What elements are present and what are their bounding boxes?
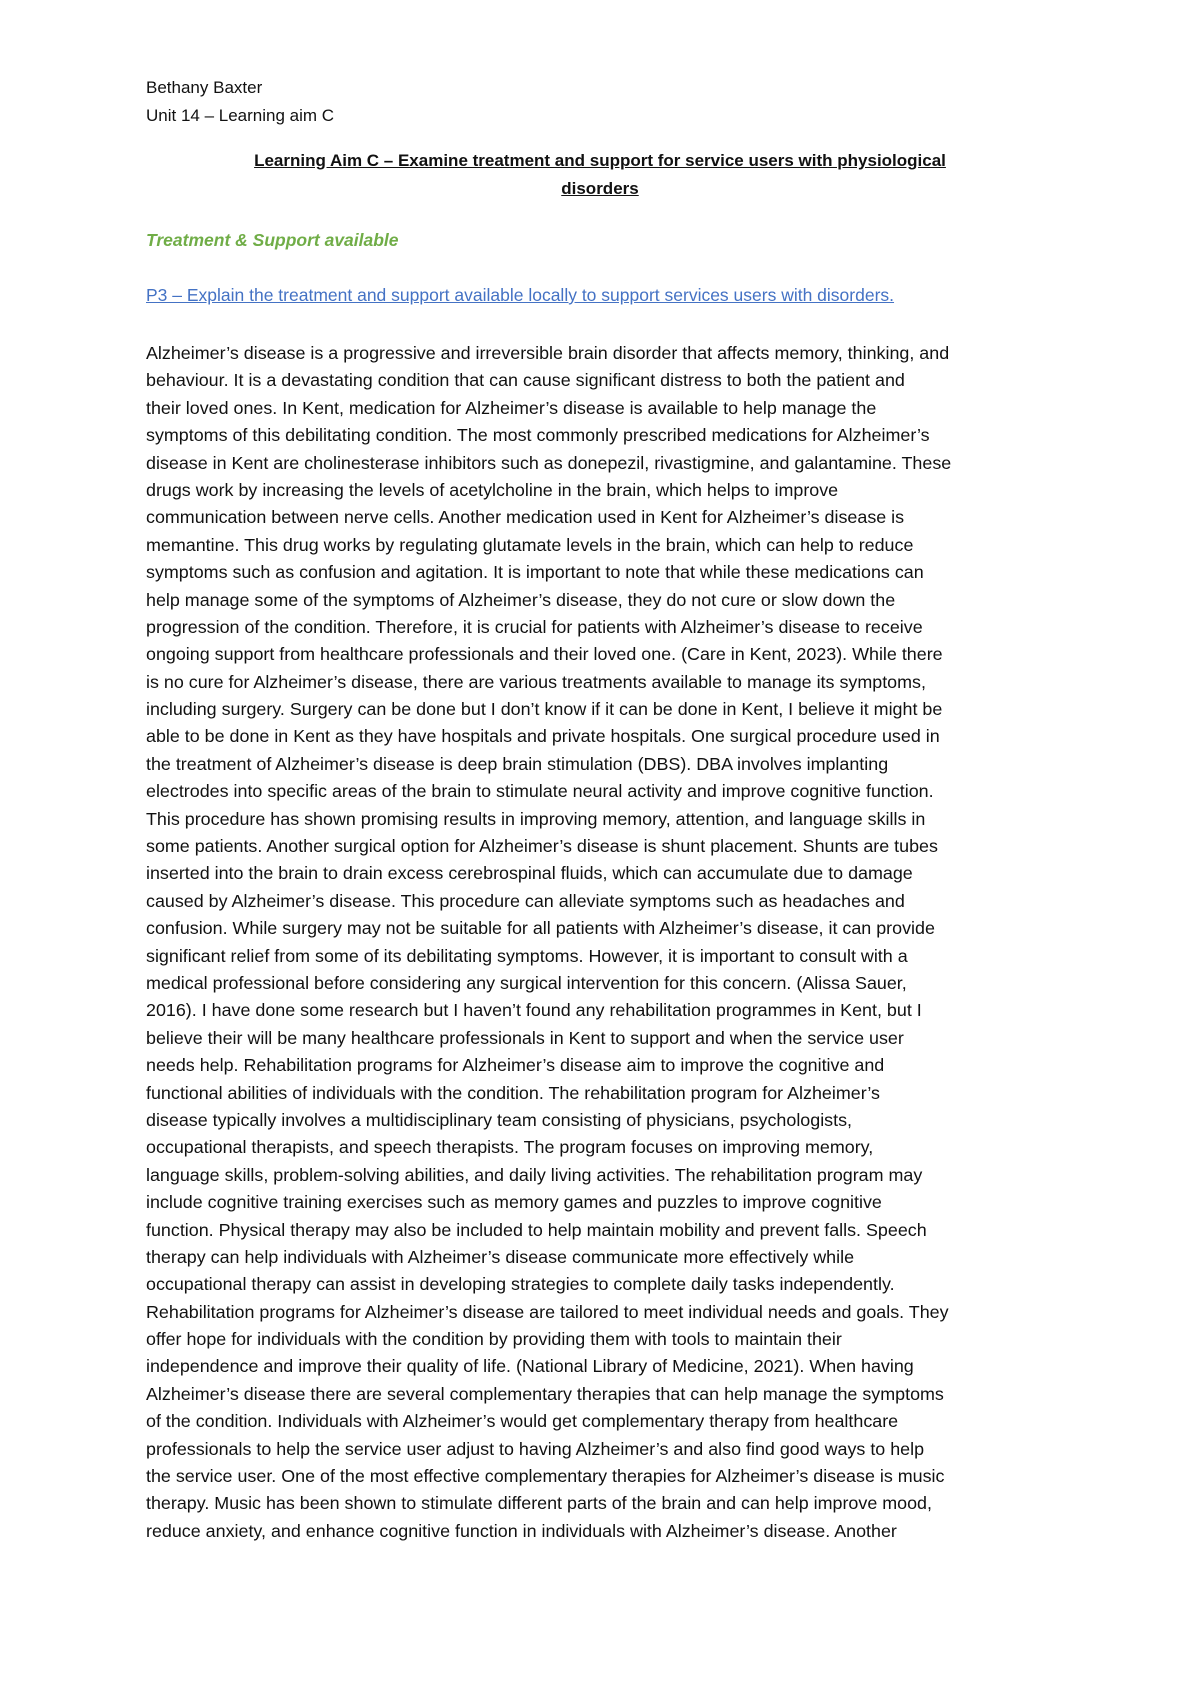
- body-line: caused by Alzheimer’s disease. This procedure can alleviate symptoms such as headaches and: [146, 890, 905, 911]
- body-line: of the condition. Individuals with Alzheimer’s would get complementary therapy from healthcare: [146, 1411, 899, 1432]
- body-line: medical professional before considering any surgical intervention for this concern. (Alissa Sauer,: [146, 972, 907, 993]
- body-line: reduce anxiety, and enhance cognitive function in individuals with Alzheimer’s disease. Another: [146, 1520, 897, 1541]
- body-line: professionals to help the service user adjust to having Alzheimer’s and also find good ways to help: [146, 1438, 925, 1459]
- body-line: include cognitive training exercises such as memory games and puzzles to improve cognitive: [146, 1192, 882, 1213]
- title-line-2: disorders: [561, 179, 639, 198]
- body-line: Rehabilitation programs for Alzheimer’s disease are tailored to meet individual needs and goals. They: [146, 1301, 949, 1322]
- title-line-1: Learning Aim C – Examine treatment and support for service users with physiological: [254, 151, 946, 170]
- body-line: This procedure has shown promising results in improving memory, attention, and language skills in: [146, 808, 926, 829]
- body-line: confusion. While surgery may not be suitable for all patients with Alzheimer’s disease, it can provide: [146, 918, 935, 939]
- body-line: disease typically involves a multidisciplinary team consisting of physicians, psychologists,: [146, 1109, 852, 1130]
- body-line: some patients. Another surgical option for Alzheimer’s disease is shunt placement. Shunts are tubes: [146, 836, 938, 857]
- body-line: functional abilities of individuals with the condition. The rehabilitation program for Alzheimer’s: [146, 1082, 880, 1103]
- body-line: believe their will be many healthcare professionals in Kent to support and when the service user: [146, 1027, 904, 1048]
- body-line: Alzheimer’s disease is a progressive and irreversible brain disorder that affects memory, thinking, and: [146, 343, 950, 363]
- body-line: the treatment of Alzheimer’s disease is deep brain stimulation (DBS). DBA involves implanting: [146, 753, 889, 774]
- body-line: independence and improve their quality of life. (National Library of Medicine, 2021). When having: [146, 1356, 914, 1377]
- body-line: symptoms such as confusion and agitation. It is important to note that while these medications can: [146, 562, 924, 583]
- body-line: ongoing support from healthcare professionals and their loved one. (Care in Kent, 2023). While there: [146, 644, 943, 665]
- body-line: language skills, problem-solving abilities, and daily living activities. The rehabilitation program may: [146, 1164, 923, 1185]
- body-line: offer hope for individuals with the condition by providing them with tools to maintain their: [146, 1329, 842, 1350]
- body-line: memantine. This drug works by regulating glutamate levels in the brain, which can help to reduce: [146, 534, 914, 555]
- author-name: Bethany Baxter: [146, 78, 263, 97]
- document-header: [146, 74, 334, 130]
- body-line: disease in Kent are cholinesterase inhibitors such as donepezil, rivastigmine, and galantamine. These: [146, 452, 952, 473]
- body-line: drugs work by increasing the levels of acetylcholine in the brain, which helps to improve: [146, 479, 839, 500]
- body-paragraph: [146, 340, 1076, 1545]
- unit-label: Unit 14 – Learning aim C: [146, 106, 335, 125]
- body-line: symptoms of this debilitating condition. The most commonly prescribed medications for Alzheimer’s: [146, 425, 930, 446]
- body-line: the service user. One of the most effective complementary therapies for Alzheimer’s disease is music: [146, 1466, 945, 1487]
- body-line: significant relief from some of its debilitating symptoms. However, it is important to consult with a: [146, 945, 908, 966]
- body-line: behaviour. It is a devastating condition that can cause significant distress to both the patient and: [146, 370, 905, 391]
- body-line: function. Physical therapy may also be included to help maintain mobility and prevent falls. Speech: [146, 1219, 927, 1240]
- section-heading: Treatment & Support available: [146, 230, 399, 250]
- body-line: including surgery. Surgery can be done but I don’t know if it can be done in Kent, I believe it might be: [146, 699, 943, 720]
- body-line: occupational therapists, and speech therapists. The program focuses on improving memory,: [146, 1137, 874, 1158]
- body-line: needs help. Rehabilitation programs for Alzheimer’s disease aim to improve the cognitive and: [146, 1055, 885, 1076]
- body-line: occupational therapy can assist in developing strategies to complete daily tasks independently.: [146, 1274, 895, 1295]
- body-line: able to be done in Kent as they have hospitals and private hospitals. One surgical procedure used in: [146, 726, 940, 747]
- body-line: therapy. Music has been shown to stimulate different parts of the brain and can help improve mood,: [146, 1493, 932, 1514]
- body-line: their loved ones. In Kent, medication for Alzheimer’s disease is available to help manage the: [146, 397, 877, 418]
- body-line: is no cure for Alzheimer’s disease, there are various treatments available to manage its symptoms,: [146, 671, 926, 692]
- body-line: electrodes into specific areas of the brain to stimulate neural activity and improve cognitive function.: [146, 781, 934, 802]
- body-line: help manage some of the symptoms of Alzheimer’s disease, they do not cure or slow down the: [146, 589, 896, 610]
- body-line: Alzheimer’s disease there are several complementary therapies that can help manage the symptoms: [146, 1383, 944, 1404]
- body-line: 2016). I have done some research but I haven’t found any rehabilitation programmes in Kent, but I: [146, 1000, 922, 1021]
- body-line: progression of the condition. Therefore, it is crucial for patients with Alzheimer’s disease to receive: [146, 616, 923, 637]
- page-title: [146, 147, 1054, 203]
- body-line: therapy can help individuals with Alzheimer’s disease communicate more effectively while: [146, 1246, 855, 1267]
- body-line: inserted into the brain to drain excess cerebrospinal fluids, which can accumulate due to damage: [146, 863, 913, 884]
- body-line: communication between nerve cells. Another medication used in Kent for Alzheimer’s disease is: [146, 507, 905, 528]
- p3-heading-link[interactable]: P3 – Explain the treatment and support available locally to support services users with disorders.: [146, 285, 895, 305]
